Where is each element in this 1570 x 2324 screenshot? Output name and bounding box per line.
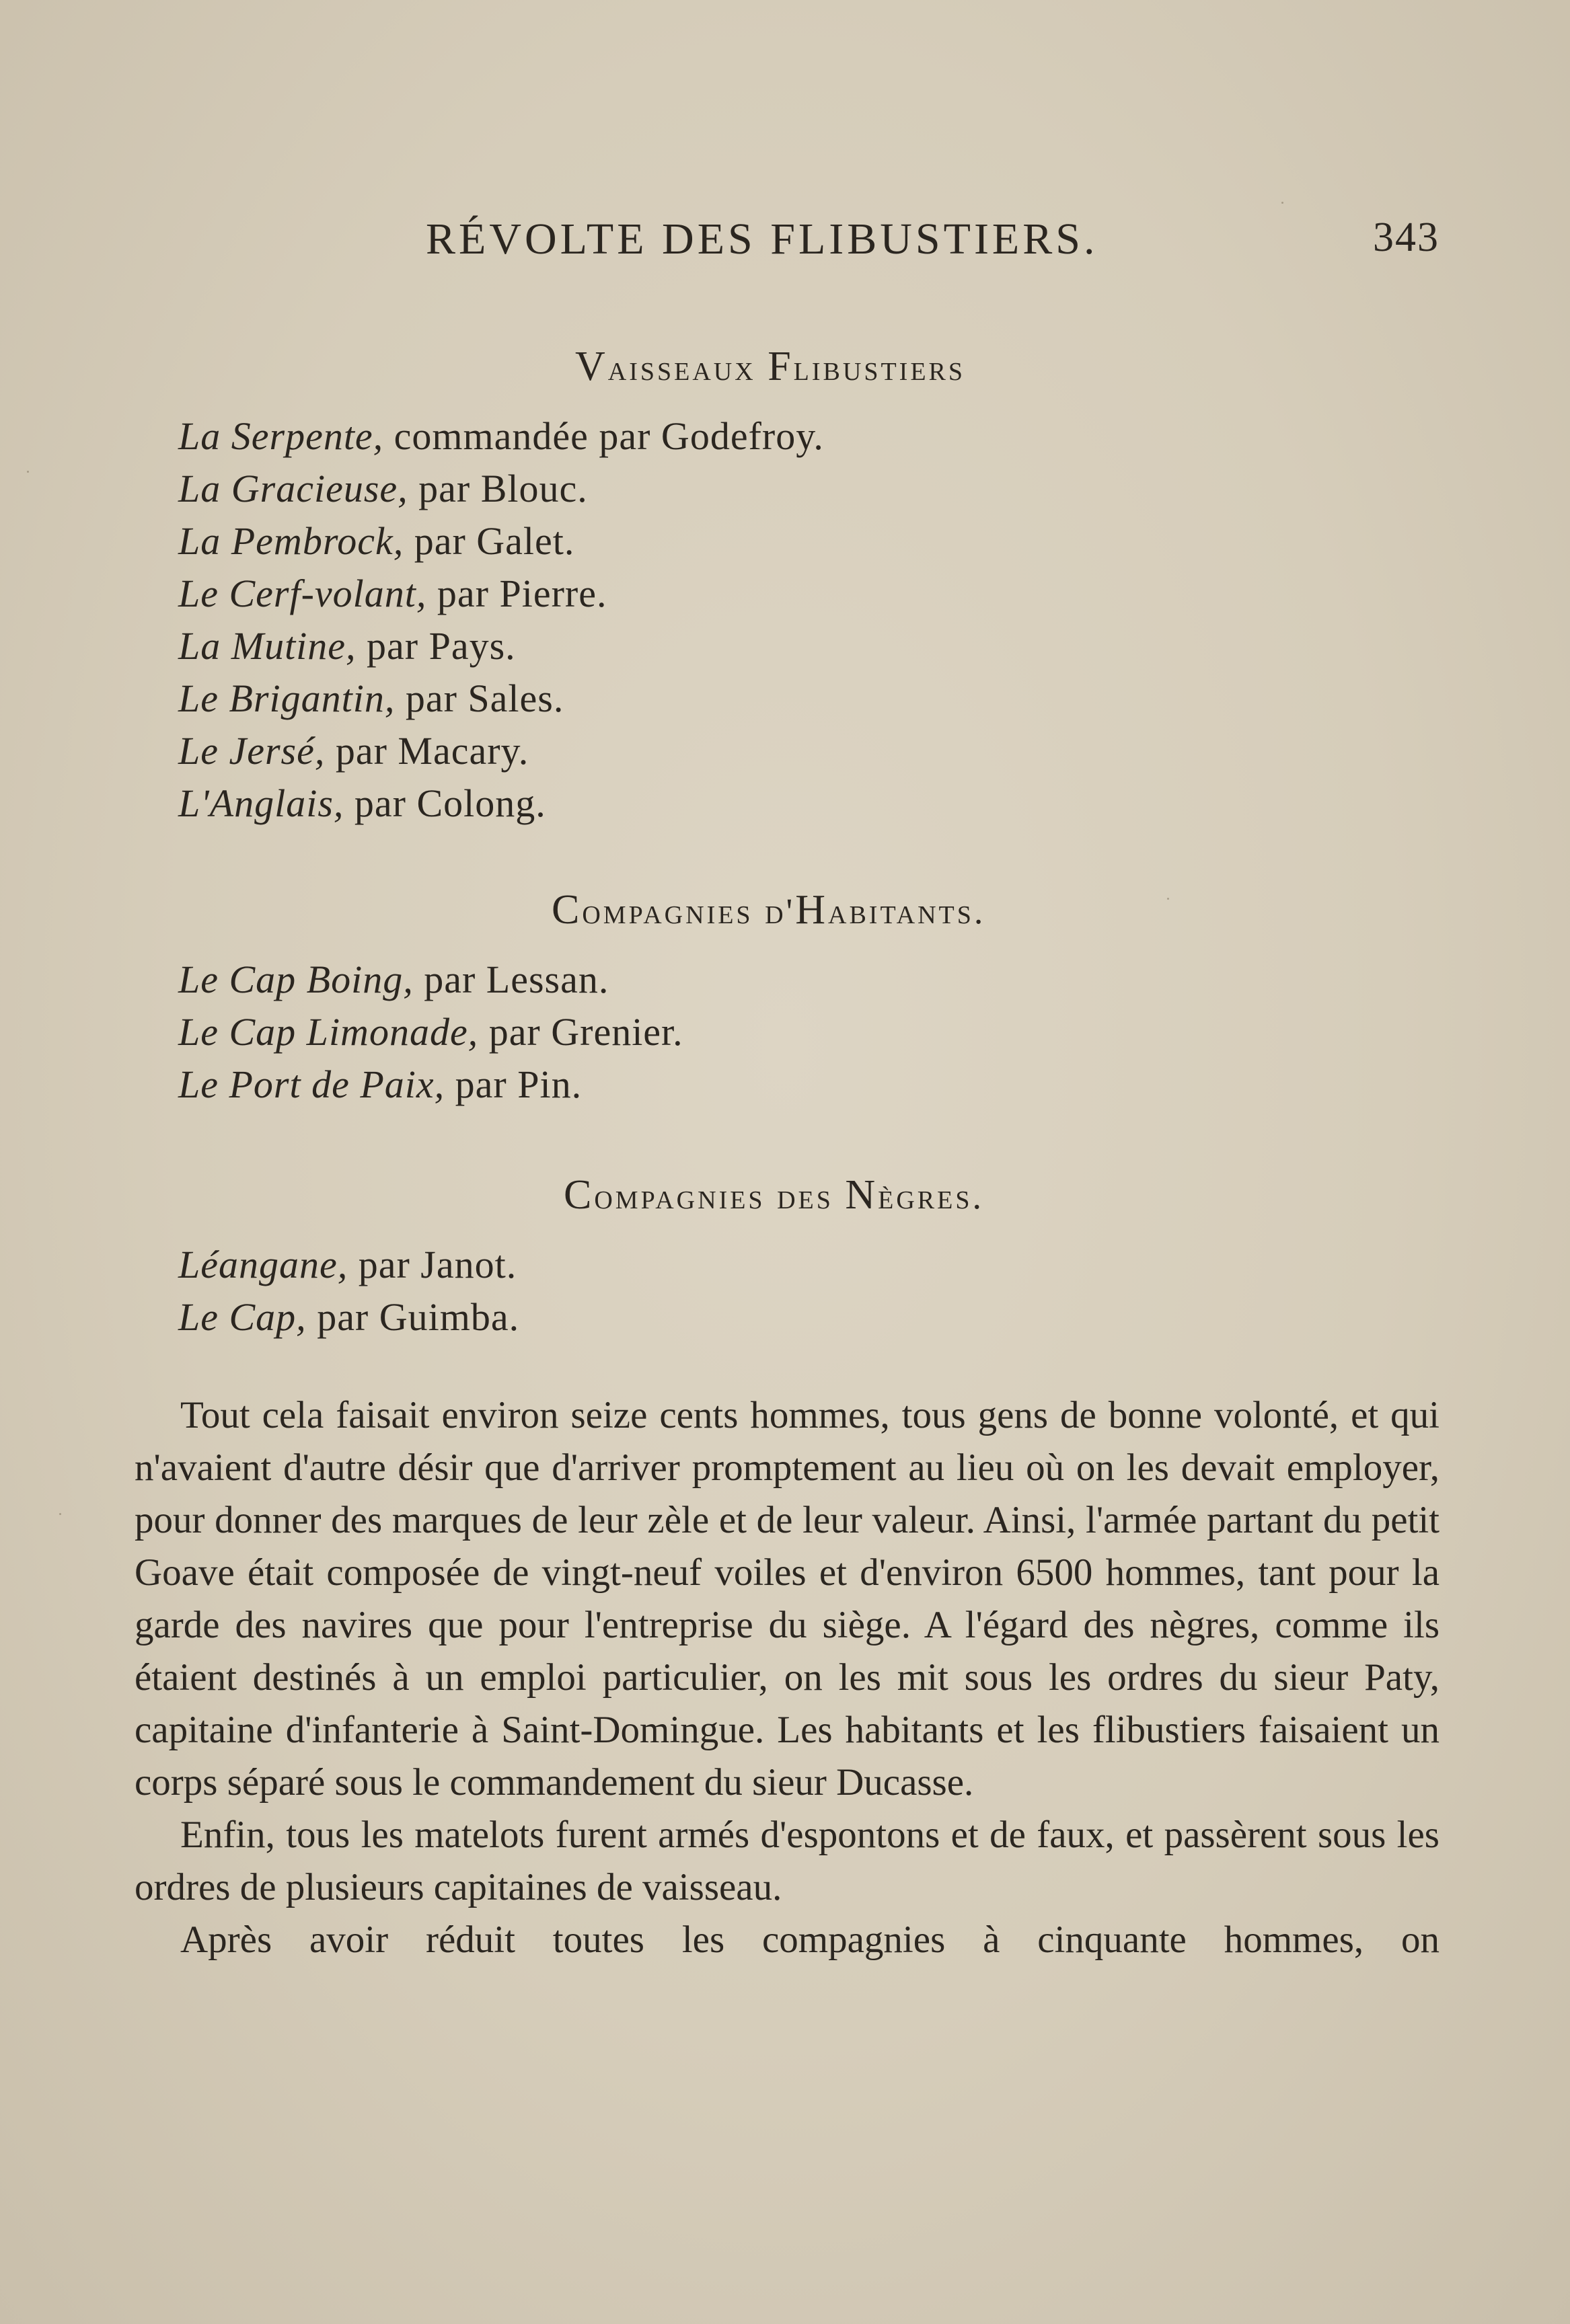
list-item: Le Cap Boing, par Lessan. xyxy=(178,958,609,1001)
list-item: La Serpente, commandée par Godefroy. xyxy=(178,414,824,458)
paper-speck xyxy=(1281,202,1283,204)
list-item: Le Jersé, par Macary. xyxy=(178,729,529,773)
running-head xyxy=(135,214,1440,268)
paragraph: Tout cela faisait environ seize cents hommes, tous gens de bonne volonté, et qui n'avaient d'autre désir que d'arriver promptement au lieu où on les devait employer, pour donner des marques de leur zèle et de leur valeur. Ainsi, l'armée partant du petit Goave était composée de vingt-neuf voiles et d'environ 6500 hommes, tant pour la garde des navires que pour l'entreprise du siège. A l'égard des nègres, comme ils étaient destinés à un emploi particulier, on les mit sous les ordres du sieur Paty, capitaine d'infanterie à Saint-Domingue. Les habitants et les flibustiers faisaient un corps séparé sous le commandement du sieur Ducasse. xyxy=(135,1394,1440,1804)
paragraph: Enfin, tous les matelots furent armés d'espontons et de faux, et passèrent sous les ordres de plusieurs capitaines de vaisseau. xyxy=(135,1814,1440,1908)
paper-speck xyxy=(59,1513,61,1515)
list-item: La Mutine, par Pays. xyxy=(178,624,516,668)
list-item: Le Port de Paix, par Pin. xyxy=(178,1062,583,1106)
list-item: L'Anglais, par Colong. xyxy=(178,781,546,825)
list-item: Le Cerf-volant, par Pierre. xyxy=(178,572,607,615)
list-item: La Gracieuse, par Blouc. xyxy=(178,467,588,510)
list-item: La Pembrock, par Galet. xyxy=(178,519,575,563)
page-number: 343 xyxy=(1373,215,1440,260)
section-heading-habitants: Compagnies d'Habitants. xyxy=(552,887,986,933)
list-item: Léangane, par Janot. xyxy=(178,1243,517,1286)
running-title: RÉVOLTE DES FLIBUSTIERS. xyxy=(426,215,1098,264)
section-heading-negres: Compagnies des Nègres. xyxy=(564,1172,984,1218)
ship-list xyxy=(178,410,824,830)
body-text xyxy=(135,1389,1440,1966)
paragraph: Après avoir réduit toutes les compagnies à cinquante hommes, on xyxy=(180,1919,1440,1961)
list-item: Le Cap Limonade, par Grenier. xyxy=(178,1010,683,1054)
paper-speck xyxy=(1167,898,1169,900)
negres-list xyxy=(178,1239,519,1344)
list-item: Le Brigantin, par Sales. xyxy=(178,676,564,720)
list-item: Le Cap, par Guimba. xyxy=(178,1295,520,1339)
paper-speck xyxy=(27,471,29,473)
section-heading-vaisseaux: Vaisseaux Flibustiers xyxy=(575,344,966,389)
habitants-list xyxy=(178,954,683,1111)
